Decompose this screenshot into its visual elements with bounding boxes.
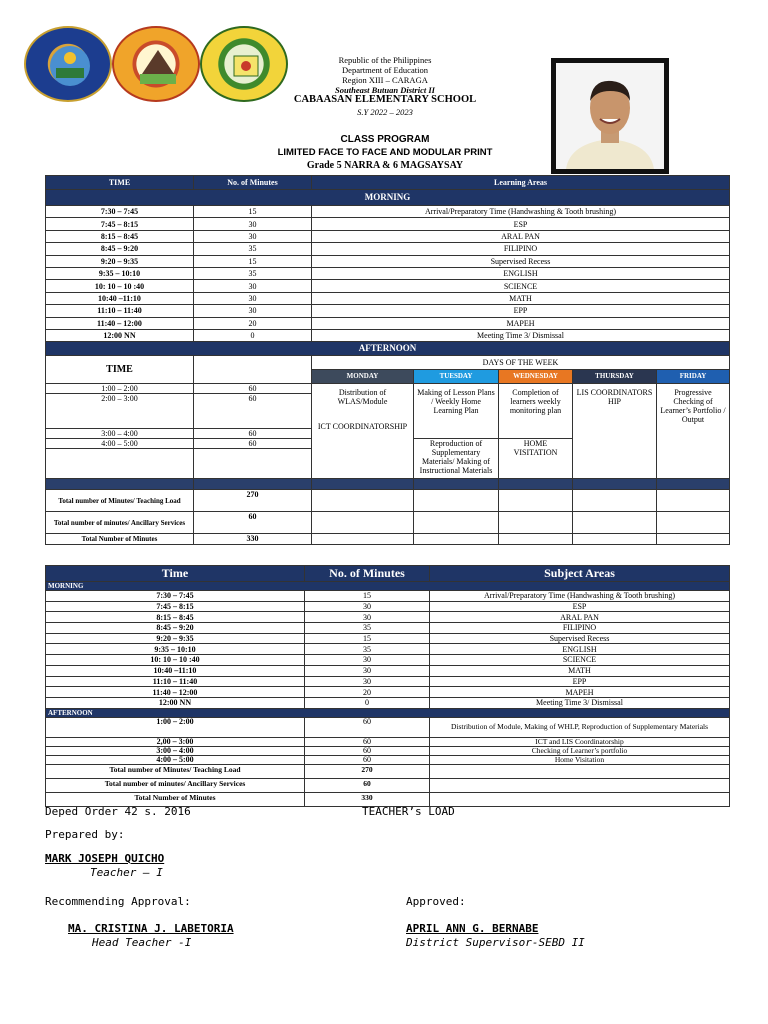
t2-row-time: 11:40 – 12:00 <box>46 687 305 698</box>
row-minutes: 35 <box>194 267 312 279</box>
morning-row <box>46 305 730 317</box>
row-area: SCIENCE <box>312 280 730 292</box>
t2-pm-area: Distribution of Module, Making of WHLP, Reproduction of Supplementary Materials <box>430 717 730 737</box>
t2-afternoon-row <box>46 755 730 764</box>
approved-label: Approved: <box>406 895 466 908</box>
morning-row <box>46 230 730 242</box>
row-area: ESP <box>312 218 730 230</box>
row-area: Arrival/Preparatory Time (Handwashing & Tooth brushing) <box>312 206 730 218</box>
total-row <box>46 534 730 545</box>
row-minutes: 0 <box>194 329 312 341</box>
t2-col-time: Time <box>46 566 305 582</box>
row-time: 11:10 – 11:40 <box>46 305 194 317</box>
total-value: 270 <box>194 490 312 512</box>
doc-title: CLASS PROGRAM <box>340 134 430 145</box>
t2-row-minutes: 30 <box>305 612 430 623</box>
day-header-monday: MONDAY <box>312 370 414 384</box>
t2-row-area: EPP <box>430 676 730 687</box>
pm-min: 60 <box>194 429 312 439</box>
row-time: 9:35 – 10:10 <box>46 267 194 279</box>
t2-pm-area: Home Visitation <box>430 755 730 764</box>
pm-min: 60 <box>194 439 312 449</box>
t2-total-value: 330 <box>305 792 430 806</box>
row-time: 10: 10 – 10 :40 <box>46 280 194 292</box>
t2-row-area: ESP <box>430 601 730 612</box>
row-minutes: 30 <box>194 230 312 242</box>
row-minutes: 30 <box>194 305 312 317</box>
t2-morning-row <box>46 612 730 623</box>
t2-row-time: 10:40 –11:10 <box>46 665 305 676</box>
row-time: 12:00 NN <box>46 329 194 341</box>
morning-row <box>46 206 730 218</box>
total-row <box>46 490 730 512</box>
day-header-friday: FRIDAY <box>657 370 730 384</box>
t2-row-time: 8:15 – 8:45 <box>46 612 305 623</box>
day-header-tuesday: TUESDAY <box>414 370 499 384</box>
t2-pm-minutes: 60 <box>305 737 430 746</box>
t2-morning-row <box>46 633 730 644</box>
t2-pm-minutes: 60 <box>305 717 430 737</box>
header-district: Southeast Butuan District II <box>335 85 435 95</box>
t2-row-time: 11:10 – 11:40 <box>46 676 305 687</box>
t2-total-row <box>46 792 730 806</box>
head-teacher-position: Head Teacher -I <box>92 936 192 949</box>
doc-grade: Grade 5 NARRA & 6 MAGSAYSAY <box>306 160 464 171</box>
row-area: Meeting Time 3/ Dismissal <box>312 329 730 341</box>
morning-row <box>46 329 730 341</box>
t2-row-minutes: 30 <box>305 655 430 666</box>
days-of-week: DAYS OF THE WEEK <box>312 356 730 370</box>
row-area: FILIPINO <box>312 243 730 255</box>
row-time: 10:40 –11:10 <box>46 292 194 304</box>
tuesday-task-a: Making of Lesson Plans / Weekly Home Learning Plan <box>414 384 499 439</box>
t2-row-time: 10: 10 – 10 :40 <box>46 655 305 666</box>
thursday-task: LIS COORDINATORS HIP <box>573 384 657 479</box>
t2-total-value: 60 <box>305 778 430 792</box>
doc-subtitle: LIMITED FACE TO FACE AND MODULAR PRINT <box>277 147 493 158</box>
pm-time-header: TIME <box>46 356 194 384</box>
morning-row <box>46 243 730 255</box>
t2-total-label: Total number of Minutes/ Teaching Load <box>46 764 305 778</box>
recommending-approval-label: Recommending Approval: <box>45 895 191 908</box>
t2-row-time: 7:45 – 8:15 <box>46 601 305 612</box>
t2-morning-row <box>46 655 730 666</box>
total-label: Total number of minutes/ Ancillary Services <box>46 512 194 534</box>
t2-row-area: Meeting Time 3/ Dismissal <box>430 697 730 708</box>
morning-row <box>46 255 730 267</box>
class-program-table <box>45 175 730 545</box>
morning-row <box>46 280 730 292</box>
wednesday-task-b: HOME VISITATION <box>499 439 573 479</box>
pm-min: 60 <box>194 384 312 394</box>
teacher-name: MARK JOSEPH QUICHO <box>45 852 165 865</box>
t2-row-area: Supervised Recess <box>430 633 730 644</box>
morning-row <box>46 317 730 329</box>
row-area: MAPEH <box>312 317 730 329</box>
tuesday-task-b: Reproduction of Supplementary Materials/ Making of Instructional Materials <box>414 439 499 479</box>
pm-time: 4:00 – 5:00 <box>46 439 194 449</box>
t2-row-minutes: 20 <box>305 687 430 698</box>
header-republic: Republic of the Philippines <box>338 55 432 65</box>
teachers-load-table <box>45 565 730 807</box>
t2-row-minutes: 0 <box>305 697 430 708</box>
t2-pm-time: 3:00 – 4:00 <box>46 746 305 755</box>
row-minutes: 15 <box>194 255 312 267</box>
row-area: ENGLISH <box>312 267 730 279</box>
morning-header: MORNING <box>46 190 730 206</box>
day-header-thursday: THURSDAY <box>573 370 657 384</box>
row-time: 11:40 – 12:00 <box>46 317 194 329</box>
t2-row-time: 8:45 – 9:20 <box>46 623 305 634</box>
col-minutes: No. of Minutes <box>194 176 312 190</box>
t2-morning-header: MORNING <box>46 582 730 591</box>
t2-row-area: ENGLISH <box>430 644 730 655</box>
total-label: Total Number of Minutes <box>46 534 194 545</box>
t2-total-value: 270 <box>305 764 430 778</box>
header-region: Region XIII – CARAGA <box>342 75 428 85</box>
t2-row-minutes: 30 <box>305 676 430 687</box>
row-time: 7:45 – 8:15 <box>46 218 194 230</box>
pm-min: 60 <box>194 394 312 429</box>
t2-pm-time: 2,00 – 3:00 <box>46 737 305 746</box>
monday-task-a: Distribution of WLAS/Module <box>337 388 388 407</box>
row-area: MATH <box>312 292 730 304</box>
pm-time: 2:00 – 3:00 <box>46 394 194 429</box>
t2-morning-row <box>46 644 730 655</box>
t2-morning-row <box>46 676 730 687</box>
t2-col-subject-areas: Subject Areas <box>430 566 730 582</box>
wednesday-task-a: Completion of learners weekly monitoring plan <box>499 384 573 439</box>
t2-total-label: Total number of minutes/ Ancillary Services <box>46 778 305 792</box>
t2-row-minutes: 30 <box>305 665 430 676</box>
t2-pm-area: Checking of Learner’s portfolio <box>430 746 730 755</box>
row-area: EPP <box>312 305 730 317</box>
deped-division-logo <box>24 26 112 102</box>
teacher-position: Teacher – I <box>90 866 163 879</box>
total-label: Total number of Minutes/ Teaching Load <box>46 490 194 512</box>
t2-morning-row <box>46 623 730 634</box>
pm-time: 3:00 – 4:00 <box>46 429 194 439</box>
t2-afternoon-row <box>46 717 730 737</box>
t2-row-area: FILIPINO <box>430 623 730 634</box>
supervisor-name: APRIL ANN G. BERNABE <box>406 922 539 935</box>
head-teacher-name: MA. CRISTINA J. LABETORIA <box>68 922 234 935</box>
morning-row <box>46 218 730 230</box>
header-school: CABAASAN ELEMENTARY SCHOOL <box>293 94 477 105</box>
t2-afternoon-row <box>46 737 730 746</box>
t2-row-minutes: 35 <box>305 644 430 655</box>
teacher-photo <box>551 58 669 174</box>
prepared-by-label: Prepared by: <box>45 828 125 841</box>
friday-task: Progressive Checking of Learner’s Portfolio / Output <box>657 384 730 479</box>
t2-col-minutes: No. of Minutes <box>305 566 430 582</box>
monday-cell <box>312 384 414 479</box>
t2-pm-minutes: 60 <box>305 755 430 764</box>
monday-task-b: ICT COORDINATORSHIP <box>317 422 408 432</box>
t2-row-time: 9:20 – 9:35 <box>46 633 305 644</box>
teachers-load-label: TEACHER’s LOAD <box>362 805 455 818</box>
row-time: 8:15 – 8:45 <box>46 230 194 242</box>
day-header-wednesday: WEDNESDAY <box>499 370 573 384</box>
t2-pm-time: 4:00 – 5:00 <box>46 755 305 764</box>
t2-afternoon-header: AFTERNOON <box>46 708 730 717</box>
header-school-year: S.Y 2022 – 2023 <box>357 107 413 117</box>
t2-row-area: MATH <box>430 665 730 676</box>
t2-row-time: 9:35 – 10:10 <box>46 644 305 655</box>
afternoon-header: AFTERNOON <box>46 342 730 356</box>
t2-afternoon-row <box>46 746 730 755</box>
deped-order: Deped Order 42 s. 2016 <box>45 805 191 818</box>
row-area: ARAL PAN <box>312 230 730 242</box>
morning-row <box>46 292 730 304</box>
t2-total-row <box>46 764 730 778</box>
col-learning-areas: Learning Areas <box>312 176 730 190</box>
row-minutes: 30 <box>194 292 312 304</box>
deped-southeast-logo <box>112 26 200 102</box>
row-minutes: 35 <box>194 243 312 255</box>
t2-morning-row <box>46 601 730 612</box>
row-minutes: 30 <box>194 280 312 292</box>
t2-row-area: SCIENCE <box>430 655 730 666</box>
t2-morning-row <box>46 687 730 698</box>
pm-time: 1:00 – 2:00 <box>46 384 194 394</box>
t2-row-area: Arrival/Preparatory Time (Handwashing & Tooth brushing) <box>430 591 730 602</box>
t2-row-minutes: 15 <box>305 633 430 644</box>
total-value: 330 <box>194 534 312 545</box>
header-department: Department of Education <box>342 65 428 75</box>
t2-row-time: 7:30 – 7:45 <box>46 591 305 602</box>
row-minutes: 20 <box>194 317 312 329</box>
t2-pm-minutes: 60 <box>305 746 430 755</box>
morning-row <box>46 267 730 279</box>
row-area: Supervised Recess <box>312 255 730 267</box>
t2-morning-row <box>46 591 730 602</box>
t2-morning-row <box>46 665 730 676</box>
t2-total-row <box>46 778 730 792</box>
t2-pm-area: ICT and LIS Coordinatorship <box>430 737 730 746</box>
total-value: 60 <box>194 512 312 534</box>
t2-pm-time: 1:00 – 2:00 <box>46 717 305 737</box>
t2-row-area: ARAL PAN <box>430 612 730 623</box>
total-row <box>46 512 730 534</box>
row-time: 8:45 – 9:20 <box>46 243 194 255</box>
t2-row-minutes: 30 <box>305 601 430 612</box>
row-minutes: 30 <box>194 218 312 230</box>
row-minutes: 15 <box>194 206 312 218</box>
row-time: 9:20 – 9:35 <box>46 255 194 267</box>
t2-morning-row <box>46 697 730 708</box>
row-time: 7:30 – 7:45 <box>46 206 194 218</box>
t2-total-label: Total Number of Minutes <box>46 792 305 806</box>
col-time: TIME <box>46 176 194 190</box>
t2-row-time: 12:00 NN <box>46 697 305 708</box>
t2-row-minutes: 15 <box>305 591 430 602</box>
t2-row-area: MAPEH <box>430 687 730 698</box>
t2-row-minutes: 35 <box>305 623 430 634</box>
supervisor-position: District Supervisor-SEBD II <box>406 936 585 949</box>
